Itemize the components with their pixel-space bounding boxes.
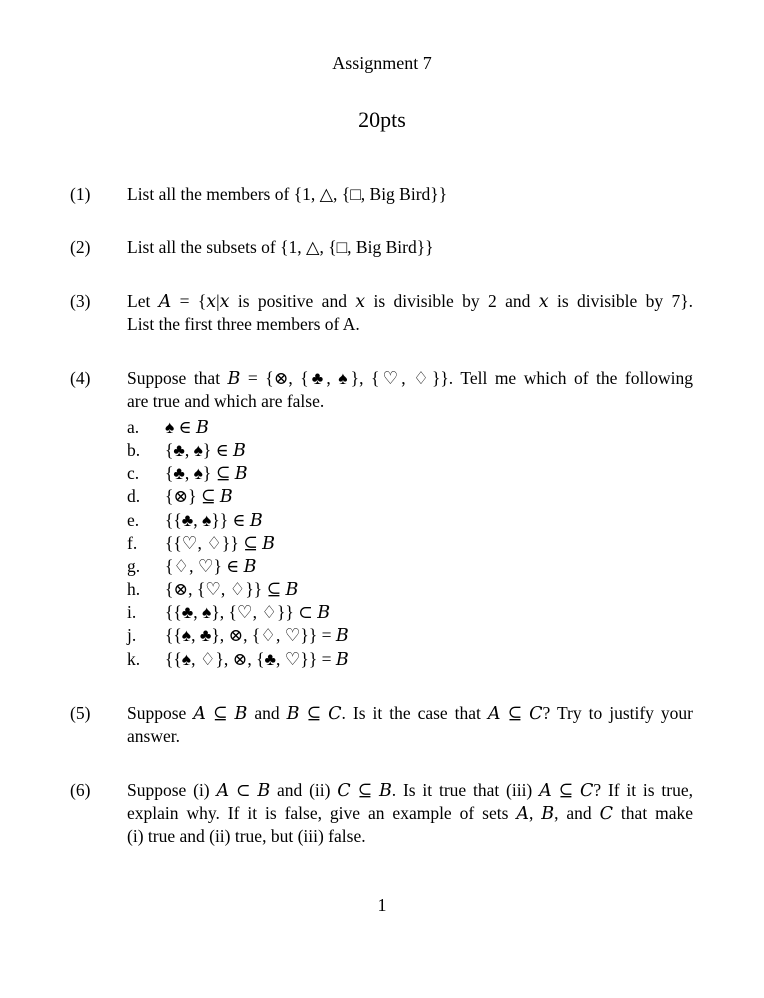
problem-line: answer. <box>127 726 180 746</box>
assignment-points: 20pts <box>358 107 406 132</box>
subitem-letter: g. <box>127 556 141 576</box>
subitem-letter: f. <box>127 533 138 553</box>
problem-line: Let 𝐴 = {𝑥|𝑥 is positive and 𝑥 is divisible by 2 and 𝑥 is divisible by 7}. <box>127 291 693 311</box>
problem-number: (4) <box>70 368 91 388</box>
subitem-letter: b. <box>127 440 141 460</box>
problem-line: List all the members of {1, △, {□, Big Bird}} <box>127 184 448 204</box>
problem-line: List all the subsets of {1, △, {□, Big Bird}} <box>127 237 434 257</box>
subitem-expression: {{♣, ♠}, {♡, ♢}} ⊂ 𝐵 <box>165 602 331 622</box>
subitem-letter: a. <box>127 417 140 437</box>
problem-text <box>127 290 693 336</box>
subitem-expression: ♠ ∈ 𝐵 <box>165 417 209 437</box>
problem-number: (2) <box>70 237 91 257</box>
subitem-letter: k. <box>127 649 141 669</box>
subitem-letter: c. <box>127 463 140 483</box>
problem-text <box>127 367 693 413</box>
subitem-expression: {♣, ♠} ∈ 𝐵 <box>165 440 246 460</box>
problem-text <box>127 236 693 259</box>
subitem-expression: {⊗, {♡, ♢}} ⊆ 𝐵 <box>165 579 299 599</box>
problem-number: (6) <box>70 780 91 800</box>
subitem-expression: {♣, ♠} ⊆ 𝐵 <box>165 463 248 483</box>
problem-number: (1) <box>70 184 91 204</box>
problem-line: Suppose 𝐴 ⊆ 𝐵 and 𝐵 ⊆ 𝐶. Is it the case that 𝐴 ⊆ 𝐶? Try to justify your <box>127 703 693 723</box>
subitem-letter: i. <box>127 602 137 622</box>
subitem-expression: {♢, ♡} ∈ 𝐵 <box>165 556 257 576</box>
problem-text <box>127 779 693 848</box>
assignment-title: Assignment 7 <box>332 53 432 73</box>
problem-line: List the first three members of A. <box>127 314 360 334</box>
subitem-letter: e. <box>127 510 140 530</box>
subitem-expression: {{♠, ♣}, ⊗, {♢, ♡}} = 𝐵 <box>165 625 349 645</box>
subitem-letter: j. <box>127 625 137 645</box>
problem-number: (5) <box>70 703 91 723</box>
subitem-expression: {{♡, ♢}} ⊆ 𝐵 <box>165 533 275 553</box>
problem-line: are true and which are false. <box>127 391 325 411</box>
subitem-expression: {{♣, ♠}} ∈ 𝐵 <box>165 510 263 530</box>
problem-line: explain why. If it is false, give an example of sets 𝐴, 𝐵, and 𝐶 that make <box>127 803 693 823</box>
problem-line: (i) true and (ii) true, but (iii) false. <box>127 826 366 846</box>
problem-line: Suppose (i) 𝐴 ⊂ 𝐵 and (ii) 𝐶 ⊆ 𝐵. Is it true that (iii) 𝐴 ⊆ 𝐶? If it is true, <box>127 780 693 800</box>
problem-line: Suppose that 𝐵 = {⊗, {♣, ♠}, {♡, ♢}}. Tell me which of the following <box>127 368 693 388</box>
subitem-letter: h. <box>127 579 141 599</box>
problem-number: (3) <box>70 291 91 311</box>
subitem-expression: {{♠, ♢}, ⊗, {♣, ♡}} = 𝐵 <box>165 649 349 669</box>
subitem-letter: d. <box>127 486 141 506</box>
page-number: 1 <box>377 895 387 915</box>
subitem-expression: {⊗} ⊆ 𝐵 <box>165 486 233 506</box>
problem-text <box>127 183 693 206</box>
problem-text <box>127 702 693 748</box>
